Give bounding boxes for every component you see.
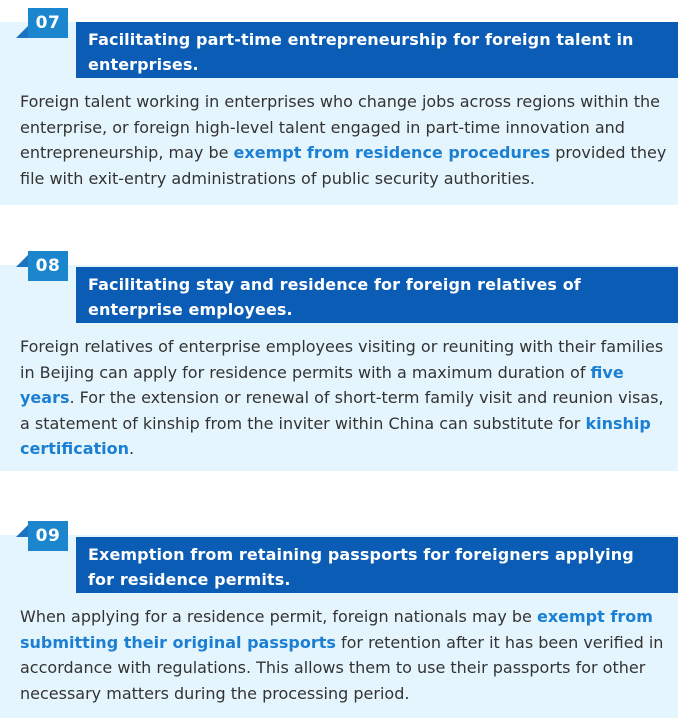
item-title: Exemption from retaining passports for foreigners applying for residence permits.	[76, 537, 678, 593]
item-title: Facilitating stay and residence for foreign relatives of enterprise employees.	[76, 267, 678, 323]
body-text-segment: for retention after it has been verified in accordance with regulations. This allows them to use their passports for other necessary matters during the processing period.	[20, 632, 664, 703]
body-text-segment: provided they file with exit-entry administrations of public security authorities.	[20, 143, 667, 188]
body-text-segment: .	[129, 439, 135, 458]
highlight-text: five years	[20, 362, 624, 407]
policy-card-08	[0, 243, 678, 471]
item-title: Facilitating part-time entrepreneurship for foreign talent in enterprises.	[76, 22, 678, 78]
highlight-text: exempt from residence procedures	[233, 143, 551, 162]
highlight-text: exempt from submitting their original passports	[20, 607, 653, 652]
body-text-segment: When applying for a residence permit, foreign nationals may be	[20, 607, 537, 626]
item-body	[20, 334, 670, 462]
item-body	[20, 89, 670, 191]
item-number-badge: 08	[28, 251, 68, 281]
body-text-segment: . For the extension or renewal of short-term family visit and reunion visas, a statement of kinship from the inviter within China can substitute for	[20, 388, 664, 433]
highlight-text: kinship certification	[20, 413, 651, 458]
body-text-segment: Foreign relatives of enterprise employees visiting or reuniting with their families in Beijing can apply for residence permits with a maximum duration of	[20, 337, 664, 382]
item-number-badge: 07	[28, 8, 68, 38]
policy-card-07	[0, 0, 678, 205]
item-body	[20, 604, 670, 706]
policy-card-09	[0, 513, 678, 718]
item-number-badge: 09	[28, 521, 68, 551]
body-text-segment: Foreign talent working in enterprises who change jobs across regions within the enterprise, or foreign high-level talent engaged in part-time innovation and entrepreneurship, may be	[20, 92, 661, 162]
